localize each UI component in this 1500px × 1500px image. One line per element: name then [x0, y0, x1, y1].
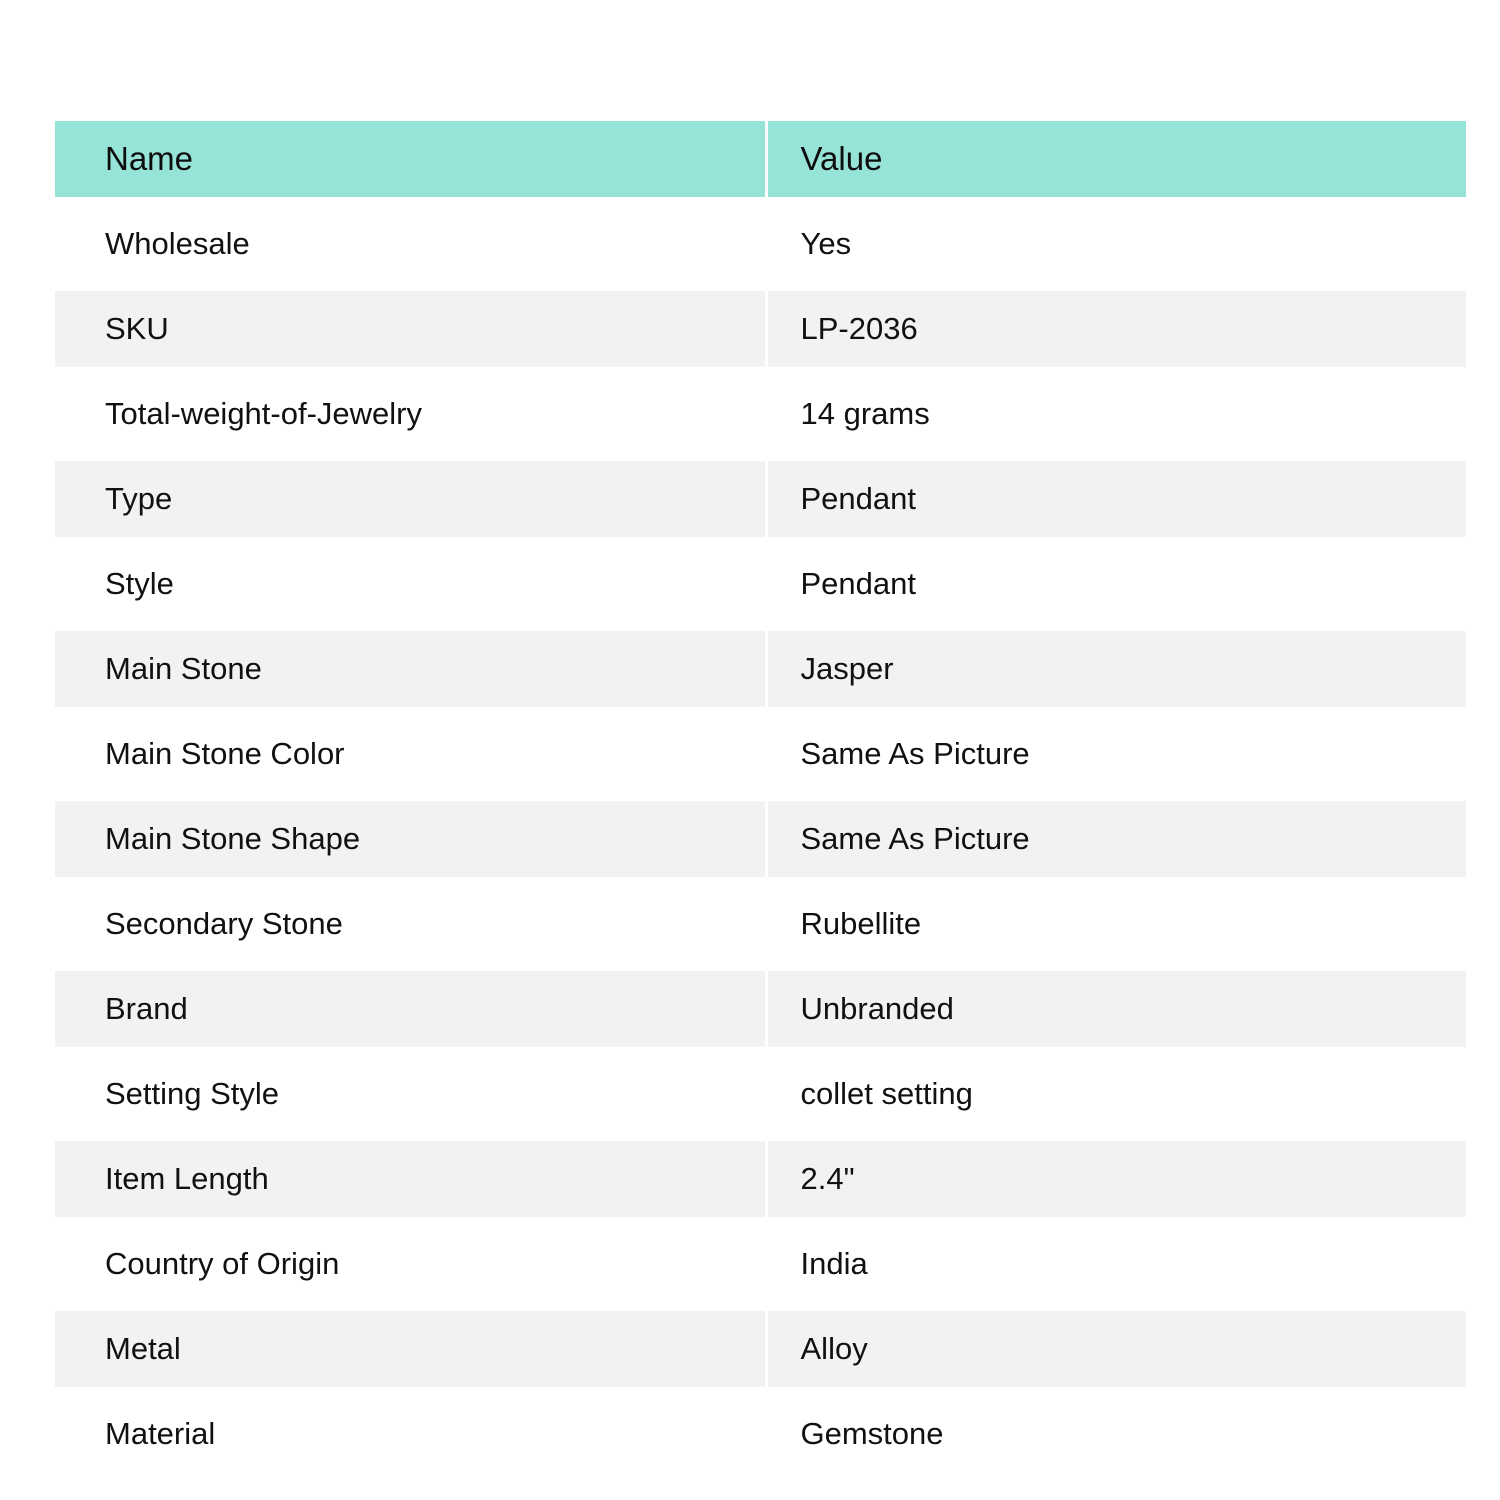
- row-name-cell: SKU: [55, 291, 766, 367]
- table-header: [55, 121, 1466, 197]
- row-value-cell: Pendant: [766, 461, 1466, 537]
- table-row: [55, 291, 1466, 367]
- table-row: [55, 877, 1466, 971]
- row-value-cell: 2.4": [766, 1141, 1466, 1217]
- row-name-cell: Type: [55, 461, 766, 537]
- row-value-cell: Alloy: [766, 1311, 1466, 1387]
- row-name-cell: Main Stone Shape: [55, 801, 766, 877]
- row-value-cell: 14 grams: [766, 367, 1466, 461]
- row-value-cell: Unbranded: [766, 971, 1466, 1047]
- row-name-cell: Secondary Stone: [55, 877, 766, 971]
- row-value-cell: Gemstone: [766, 1387, 1466, 1481]
- row-name-cell: Main Stone Color: [55, 707, 766, 801]
- row-value-cell: Rubellite: [766, 877, 1466, 971]
- table-row: [55, 1387, 1466, 1481]
- row-name-cell: Metal: [55, 1311, 766, 1387]
- table-row: [55, 631, 1466, 707]
- row-name-cell: Style: [55, 537, 766, 631]
- row-name-cell: Item Length: [55, 1141, 766, 1217]
- row-value-cell: Yes: [766, 197, 1466, 291]
- table-row: [55, 1047, 1466, 1141]
- table-row: [55, 801, 1466, 877]
- row-value-cell: India: [766, 1217, 1466, 1311]
- row-value-cell: Jasper: [766, 631, 1466, 707]
- row-value-cell: LP-2036: [766, 291, 1466, 367]
- row-value-cell: collet setting: [766, 1047, 1466, 1141]
- row-value-cell: Same As Picture: [766, 801, 1466, 877]
- table-row: [55, 461, 1466, 537]
- table-row: [55, 197, 1466, 291]
- table-row: [55, 707, 1466, 801]
- row-value-cell: Pendant: [766, 537, 1466, 631]
- table-row: [55, 1217, 1466, 1311]
- table-body: [55, 197, 1466, 1481]
- table-row: [55, 1311, 1466, 1387]
- table-row: [55, 367, 1466, 461]
- row-name-cell: Material: [55, 1387, 766, 1481]
- table-row: [55, 537, 1466, 631]
- name-column-header: Name: [55, 121, 766, 197]
- row-name-cell: Total-weight-of-Jewelry: [55, 367, 766, 461]
- row-value-cell: Same As Picture: [766, 707, 1466, 801]
- value-column-header: Value: [766, 121, 1466, 197]
- row-name-cell: Setting Style: [55, 1047, 766, 1141]
- table-row: [55, 971, 1466, 1047]
- row-name-cell: Country of Origin: [55, 1217, 766, 1311]
- specifications-table: [55, 121, 1466, 1481]
- row-name-cell: Brand: [55, 971, 766, 1047]
- header-row: [55, 121, 1466, 197]
- table-row: [55, 1141, 1466, 1217]
- row-name-cell: Wholesale: [55, 197, 766, 291]
- row-name-cell: Main Stone: [55, 631, 766, 707]
